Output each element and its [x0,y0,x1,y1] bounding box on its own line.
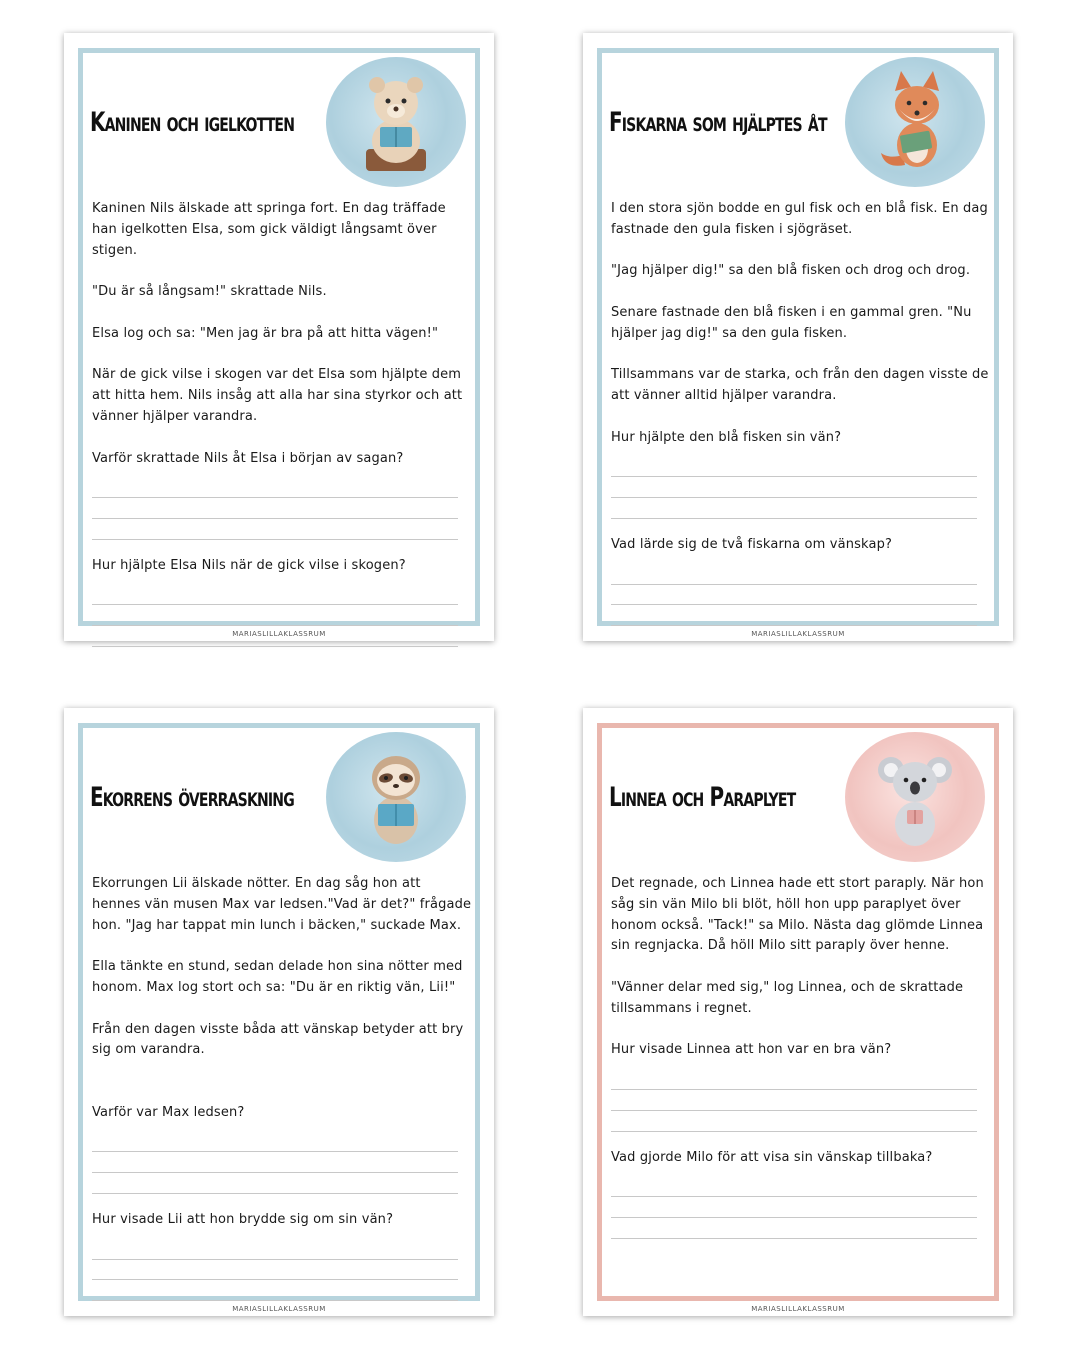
story-paragraph: När de gick vilse i skogen var det Elsa som hjälpte dem att hitta hem. Nils insåg att alla har sina styrkor och att vänner hjälper varandra. [92,367,463,424]
story-title: Ekorrens överraskning [90,782,294,813]
koala-icon [875,744,955,854]
question-2: Vad lärde sig de två fiskarna om vänskap? [611,536,893,552]
story-paragraph: Det regnade, och Linnea hade ett stort paraply. När hon såg sin vän Milo bli blöt, höll hon upp paraplyet över honom också. "Tack!" sa Milo. Nästa dag glömde Linnea sin regnjacka. Då höll Milo sitt paraply över henne. [611,876,984,954]
story-title: Kaninen och igelkotten [90,107,295,138]
question-1: Varför skrattade Nils åt Elsa i början av sagan? [92,450,404,466]
card-footer: MARIASLILLAKLASSRUM [232,630,326,638]
worksheet-card-3 [64,708,494,1316]
worksheet-card-1 [64,33,494,641]
story-title: Linnea och Paraplyet [609,782,796,813]
question-1: Varför var Max ledsen? [92,1104,245,1120]
fox-reading-icon [875,69,955,179]
question-2: Hur hjälpte Elsa Nils när de gick vilse i skogen? [92,557,406,573]
answer-lines-1[interactable] [92,477,472,539]
story-paragraph: Ekorrungen Lii älskade nötter. En dag såg hon att hennes vän musen Max var ledsen."Vad är det?" frågade hon. "Jag har tappat min lunch i bäcken," suckade Max. [92,876,472,933]
story-paragraph: I den stora sjön bodde en gul fisk och en blå fisk. En dag fastnade den gula fisken i sjögräset. [611,201,988,237]
answer-lines-1[interactable] [611,1069,991,1131]
worksheet-card-4 [583,708,1013,1316]
story-body [92,874,472,1317]
story-paragraph: "Vänner delar med sig," log Linnea, och de skrattade tillsammans i regnet. [611,979,964,1016]
story-body [611,199,991,642]
question-1: Hur hjälpte den blå fisken sin vän? [611,429,842,445]
answer-lines-1[interactable] [611,457,991,519]
story-paragraph: Från den dagen visste båda att vänskap betyder att bry sig om varandra. [92,1021,464,1058]
story-paragraph: Senare fastnade den blå fisken i en gammal gren. "Nu hjälper jag dig!" sa den gula fisken. [611,304,972,341]
answer-lines-2[interactable] [611,1176,991,1238]
answer-lines-1[interactable] [92,1132,472,1194]
answer-lines-2[interactable] [611,564,991,626]
story-body [611,874,991,1255]
question-1: Hur visade Linnea att hon var en bra vän? [611,1042,892,1058]
card-footer: MARIASLILLAKLASSRUM [751,1305,845,1313]
question-2: Vad gjorde Milo för att visa sin vänskap tillbaka? [611,1149,933,1165]
sloth-reading-icon [356,744,436,854]
card-footer: MARIASLILLAKLASSRUM [232,1305,326,1313]
story-paragraph: Elsa log och sa: "Men jag är bra på att hitta vägen!" [92,325,439,341]
story-paragraph: Tillsammans var de starka, och från den dagen visste de att vänner alltid hjälper varandra. [611,367,989,404]
story-paragraph: "Jag hjälper dig!" sa den blå fisken och drog och drog. [611,263,971,279]
card-footer: MARIASLILLAKLASSRUM [751,630,845,638]
story-title: Fiskarna som hjälptes åt [609,107,827,138]
story-body [92,199,472,663]
story-paragraph: Ella tänkte en stund, sedan delade hon sina nötter med honom. Max log stort och sa: "Du är en riktig vän, Lii!" [92,959,463,995]
story-paragraph: Kaninen Nils älskade att springa fort. En dag träffade han igelkotten Elsa, som gick väldigt långsamt över stigen. [92,201,446,258]
answer-lines-2[interactable] [92,1239,472,1301]
bear-reading-icon [356,69,436,179]
worksheet-card-2 [583,33,1013,641]
question-2: Hur visade Lii att hon brydde sig om sin vän? [92,1211,394,1227]
story-paragraph: "Du är så långsam!" skrattade Nils. [92,284,327,300]
